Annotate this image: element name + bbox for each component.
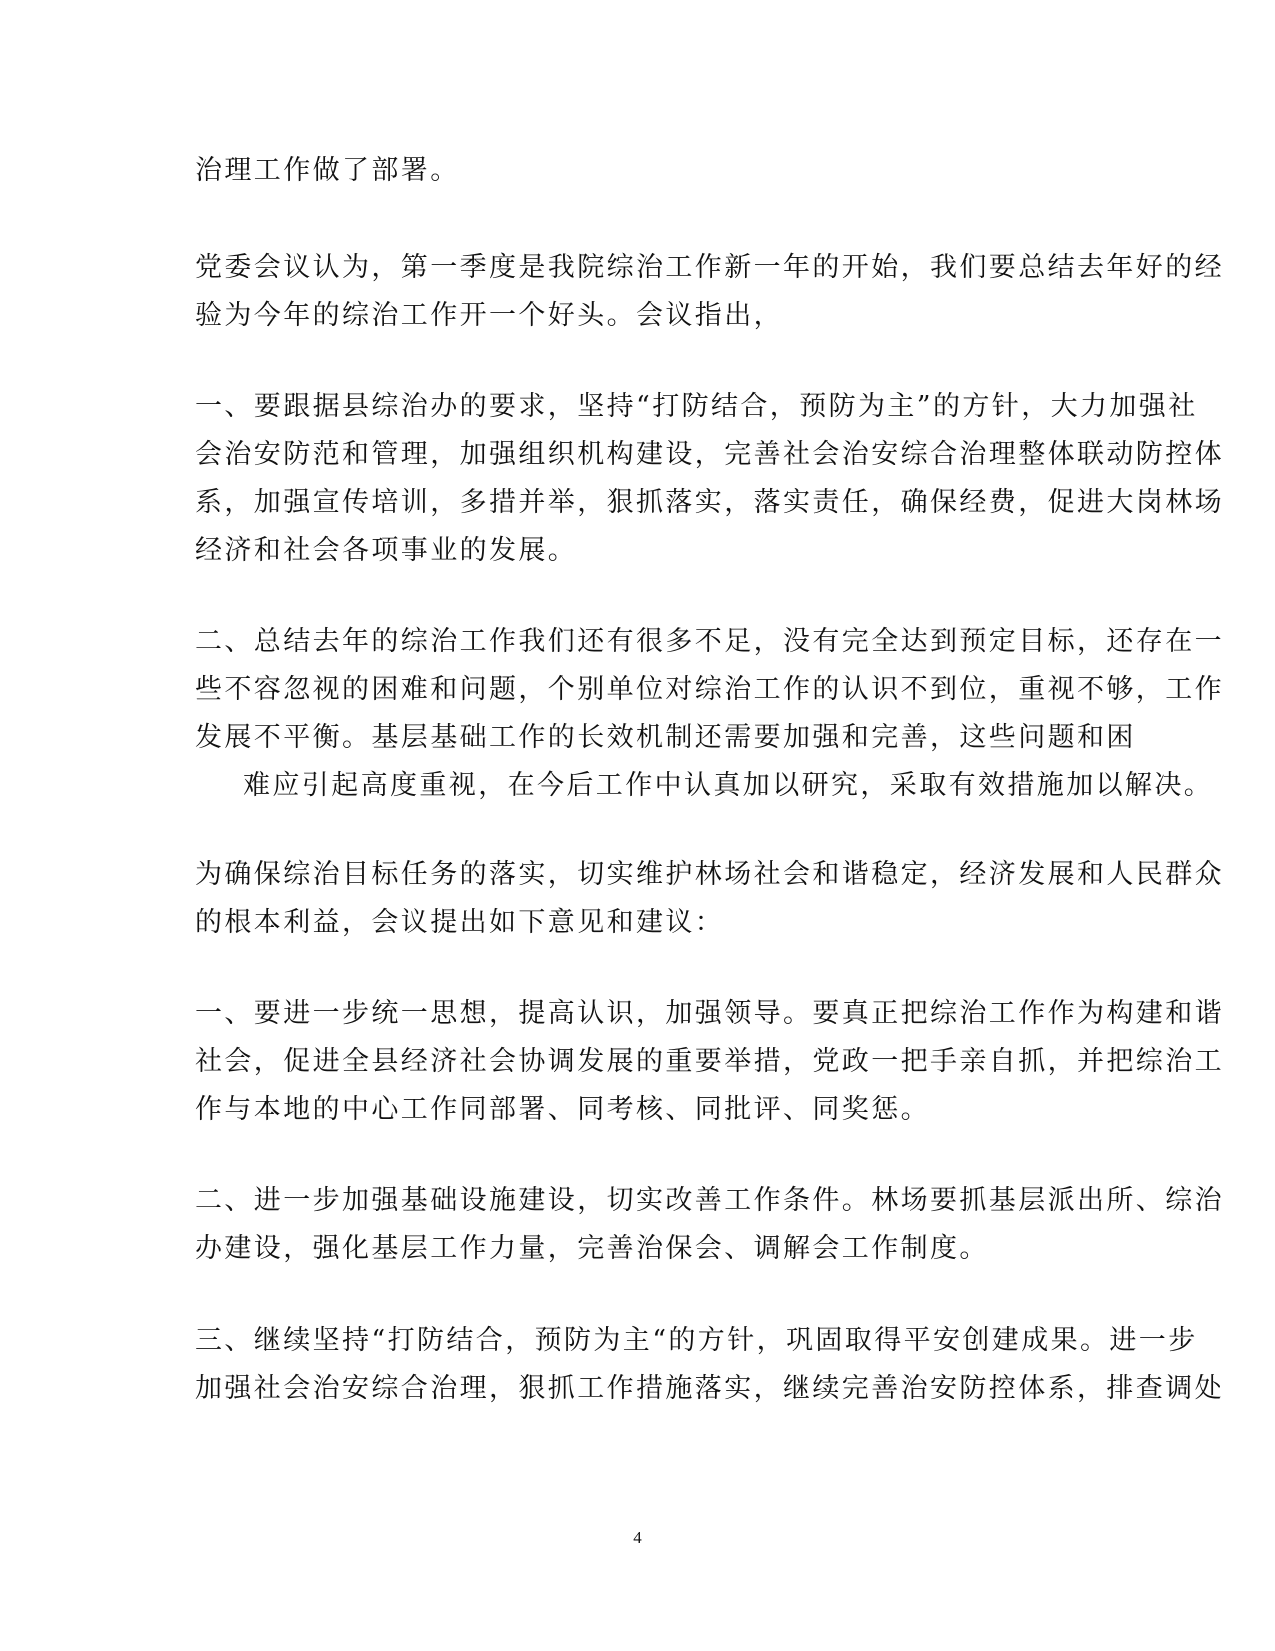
text-line: 难应引起高度重视，在今后工作中认真加以研究，采取有效措施加以解决。 xyxy=(243,770,1214,801)
text-line: 为确保综治目标任务的落实，切实维护林场社会和谐稳定，经济发展和人民群众 xyxy=(195,859,1224,890)
paragraph-point-two xyxy=(195,618,1224,810)
paragraph-point-one xyxy=(195,383,1224,575)
text-line: 治理工作做了部署。 xyxy=(195,155,460,186)
page-number: 4 xyxy=(633,1528,642,1547)
text-line: 加强社会治安综合治理，狠抓工作措施落实，继续完善治安防控体系，排查调处 xyxy=(195,1373,1224,1404)
paragraph-suggestion-two xyxy=(195,1177,1224,1273)
text-line: 验为今年的综治工作开一个好头。会议指出， xyxy=(195,300,783,331)
paragraph-suggestion-one xyxy=(195,990,1224,1134)
text-line: 办建设，强化基层工作力量，完善治保会、调解会工作制度。 xyxy=(195,1233,989,1264)
text-line: 发展不平衡。基层基础工作的长效机制还需要加强和完善，这些问题和困 xyxy=(195,722,1136,753)
text-line: 社会，促进全县经济社会协调发展的重要举措，党政一把手亲自抓，并把综治工 xyxy=(195,1046,1224,1077)
text-line: 作与本地的中心工作同部署、同考核、同批评、同奖惩。 xyxy=(195,1094,930,1125)
text-line: 一、要进一步统一思想，提高认识，加强领导。要真正把综治工作作为构建和谐 xyxy=(195,998,1224,1029)
text-line: 系，加强宣传培训，多措并举，狠抓落实，落实责任，确保经费，促进大岗林场 xyxy=(195,487,1224,518)
text-line: 些不容忽视的困难和问题，个别单位对综治工作的认识不到位，重视不够，工作 xyxy=(195,674,1224,705)
text-line: 党委会议认为，第一季度是我院综治工作新一年的开始，我们要总结去年好的经 xyxy=(195,252,1224,283)
text-line: 一、要跟据县综治办的要求，坚持“打防结合，预防为主”的方针，大力加强社 xyxy=(195,391,1198,422)
text-line: 三、继续坚持“打防结合，预防为主“的方针，巩固取得平安创建成果。进一步 xyxy=(195,1325,1198,1356)
text-line: 经济和社会各项事业的发展。 xyxy=(195,535,578,566)
text-line: 会治安防范和管理，加强组织机构建设，完善社会治安综合治理整体联动防控体 xyxy=(195,439,1224,470)
paragraph-suggestion-three xyxy=(195,1317,1224,1413)
paragraph-suggestions-intro xyxy=(195,851,1224,947)
paragraph-meeting-opinion xyxy=(195,244,1224,340)
text-line: 二、总结去年的综治工作我们还有很多不足，没有完全达到预定目标，还存在一 xyxy=(195,626,1224,657)
paragraph-intro-fragment xyxy=(195,147,1075,195)
text-line: 的根本利益，会议提出如下意见和建议： xyxy=(195,907,725,938)
text-line: 二、进一步加强基础设施建设，切实改善工作条件。林场要抓基层派出所、综治 xyxy=(195,1185,1224,1216)
